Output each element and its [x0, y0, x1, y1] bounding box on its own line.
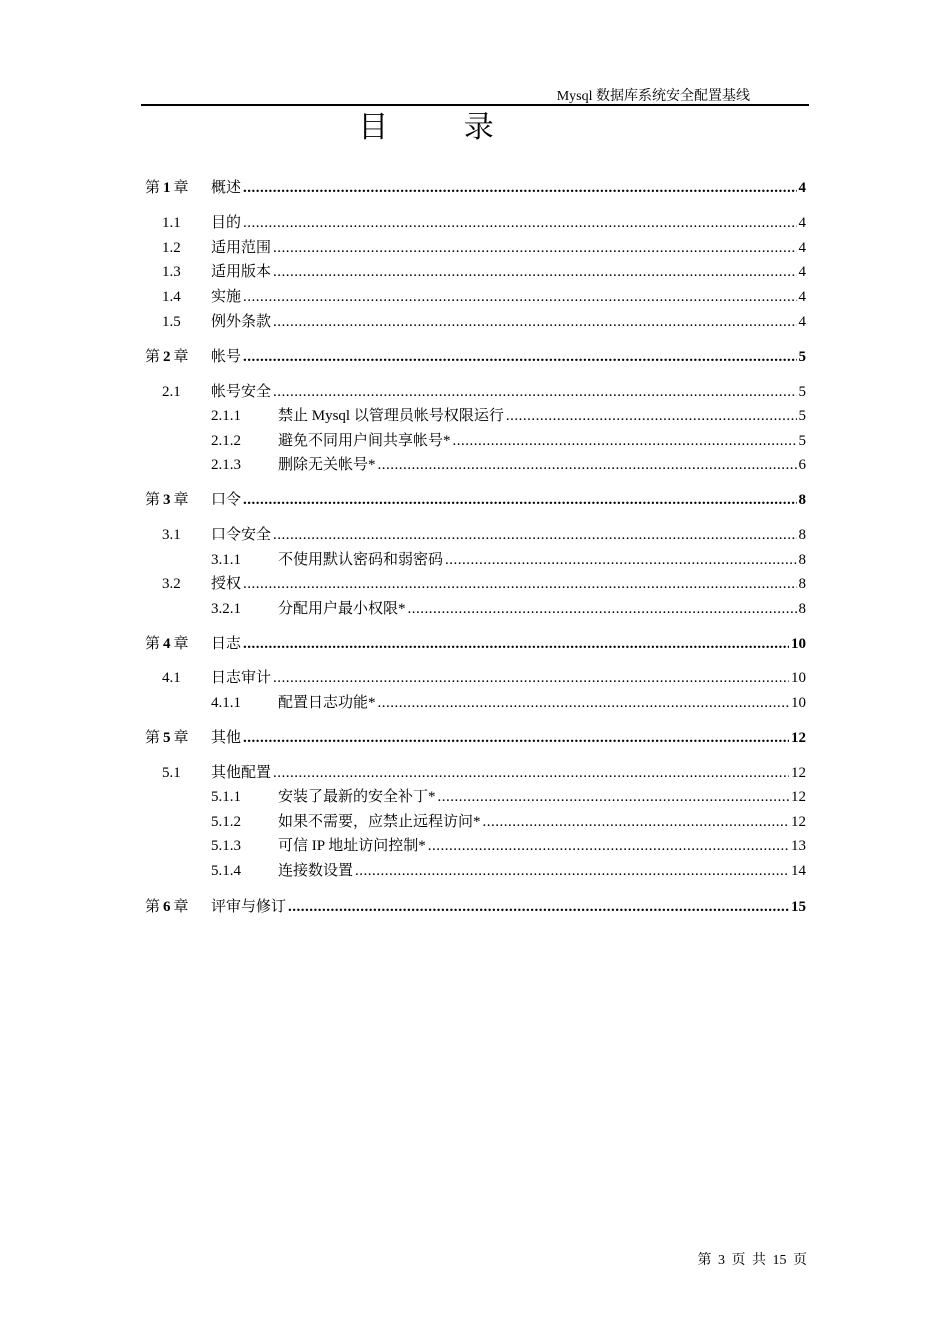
- header-title: Mysql 数据库系统安全配置基线: [556, 89, 750, 104]
- chapter-suffix: 章: [173, 899, 189, 915]
- toc-entry-number: 1.4: [162, 289, 181, 305]
- toc-entry-number: 3.2: [162, 576, 181, 592]
- toc-dot-leader: [243, 176, 796, 200]
- toc-dot-leader: [453, 429, 797, 453]
- toc-entry-number: 2.1.2: [211, 433, 241, 449]
- chapter-suffix: 章: [173, 730, 189, 746]
- toc-entry[interactable]: [141, 453, 809, 477]
- toc-entry-line: [278, 429, 806, 453]
- toc-dot-leader: [483, 810, 789, 834]
- toc-entry-page: 4: [798, 180, 806, 196]
- toc-entry-line: [211, 632, 806, 656]
- toc-dot-leader: [273, 761, 789, 785]
- toc-entry[interactable]: [141, 597, 809, 621]
- toc-entry-page: 5: [798, 384, 806, 400]
- toc-entry[interactable]: [141, 810, 809, 834]
- toc-entry[interactable]: [141, 572, 809, 596]
- toc-entry-number: 5.1.4: [211, 863, 241, 879]
- toc-entry-number: 5.1.3: [211, 838, 241, 854]
- toc-entry-page: 10: [791, 670, 806, 686]
- toc-dot-leader: [445, 548, 796, 572]
- toc-entry-page: 13: [791, 838, 806, 854]
- toc-entry-title: 配置日志功能*: [278, 695, 376, 711]
- toc-title: 目 录: [358, 111, 528, 144]
- toc-dot-leader: [243, 726, 789, 750]
- toc-entry-title: 目的: [211, 215, 242, 231]
- chapter-prefix: 第: [145, 180, 161, 196]
- toc-entry-number: [145, 895, 189, 919]
- toc-entry[interactable]: [141, 523, 809, 547]
- toc-entry-number: 5.1.1: [211, 789, 241, 805]
- chapter-number: 1: [163, 180, 171, 196]
- toc-entry-page: 8: [798, 601, 806, 617]
- toc-entry-line: [278, 810, 806, 834]
- toc-chapter-entry[interactable]: [141, 632, 809, 656]
- toc-entry-title: 可信 IP 地址访问控制*: [278, 838, 426, 854]
- toc-entry-line: [278, 859, 806, 883]
- toc-entry-line: [278, 834, 806, 858]
- toc-entry-page: 8: [798, 552, 806, 568]
- page-footer: 第 3 页 共 15 页: [697, 1253, 807, 1268]
- toc-entry-title: 适用版本: [211, 264, 272, 280]
- toc-entry-line: [211, 895, 806, 919]
- chapter-suffix: 章: [173, 349, 189, 365]
- toc-entry-page: 5: [798, 433, 806, 449]
- toc-entry-line: [211, 380, 806, 404]
- toc-entry[interactable]: [141, 310, 809, 334]
- toc-entry-line: [211, 310, 806, 334]
- toc-entry-title: 实施: [211, 289, 242, 305]
- toc-entry-page: 12: [791, 730, 806, 746]
- toc-entry-number: 5.1.2: [211, 814, 241, 830]
- toc-dot-leader: [378, 691, 789, 715]
- toc-entry-page: 4: [798, 264, 806, 280]
- chapter-prefix: 第: [145, 899, 161, 915]
- toc-entry-line: [211, 345, 806, 369]
- toc-entry-page: 8: [798, 576, 806, 592]
- toc-entry[interactable]: [141, 834, 809, 858]
- chapter-number: 6: [163, 899, 171, 915]
- toc-entry-line: [211, 666, 806, 690]
- toc-entry-line: [211, 260, 806, 284]
- toc-dot-leader: [243, 488, 796, 512]
- chapter-number: 5: [163, 730, 171, 746]
- toc-entry-title: 禁止 Mysql 以管理员帐号权限运行: [278, 408, 504, 424]
- toc-dot-leader: [428, 834, 789, 858]
- toc-dot-leader: [273, 666, 789, 690]
- toc-entry-line: [278, 691, 806, 715]
- toc-entry[interactable]: [141, 548, 809, 572]
- toc-dot-leader: [378, 453, 797, 477]
- toc-dot-leader: [273, 380, 796, 404]
- toc-entry-number: [145, 345, 189, 369]
- chapter-suffix: 章: [173, 180, 189, 196]
- toc-entry-page: 6: [798, 457, 806, 473]
- toc-entry-page: 12: [791, 789, 806, 805]
- toc-entry-number: 1.1: [162, 215, 181, 231]
- toc-entry[interactable]: [141, 380, 809, 404]
- toc-entry[interactable]: [141, 691, 809, 715]
- toc-dot-leader: [243, 345, 796, 369]
- toc-chapter-entry[interactable]: [141, 345, 809, 369]
- toc-entry-title: 连接数设置: [278, 863, 354, 879]
- toc-dot-leader: [408, 597, 797, 621]
- toc-dot-leader: [273, 523, 796, 547]
- toc-dot-leader: [438, 785, 789, 809]
- toc-entry-page: 15: [791, 899, 806, 915]
- toc-entry-number: 4.1: [162, 670, 181, 686]
- toc-entry-page: 10: [791, 695, 806, 711]
- toc-entry-title: 概述: [211, 180, 242, 196]
- toc-entry-title: 授权: [211, 576, 242, 592]
- toc-entry-number: 4.1.1: [211, 695, 241, 711]
- toc-entry-title: 口令安全: [211, 527, 272, 543]
- toc-entry-line: [211, 488, 806, 512]
- toc-entry[interactable]: [141, 666, 809, 690]
- toc-entry[interactable]: [141, 285, 809, 309]
- toc-dot-leader: [273, 310, 796, 334]
- toc-entry-page: 5: [798, 349, 806, 365]
- toc-entry-page: 12: [791, 765, 806, 781]
- toc-entry-page: 8: [798, 492, 806, 508]
- toc-entry-title: 帐号安全: [211, 384, 272, 400]
- toc-entry-page: 4: [798, 314, 806, 330]
- toc-entry-title: 不使用默认密码和弱密码: [278, 552, 444, 568]
- chapter-number: 4: [163, 636, 171, 652]
- toc-entry-title: 帐号: [211, 349, 242, 365]
- toc-entry-number: [145, 488, 189, 512]
- toc-dot-leader: [288, 895, 789, 919]
- toc-entry-title: 适用范围: [211, 240, 272, 256]
- toc-dot-leader: [355, 859, 789, 883]
- chapter-prefix: 第: [145, 349, 161, 365]
- toc-entry-number: 1.3: [162, 264, 181, 280]
- toc-entry-title: 避免不同用户间共享帐号*: [278, 433, 451, 449]
- toc-dot-leader: [243, 572, 796, 596]
- toc-entry-page: 4: [798, 215, 806, 231]
- toc-entry-line: [211, 236, 806, 260]
- toc-entry-title: 评审与修订: [211, 899, 287, 915]
- toc-entry[interactable]: [141, 859, 809, 883]
- toc-dot-leader: [506, 404, 797, 428]
- toc-entry-title: 日志审计: [211, 670, 272, 686]
- toc-entry-title: 如果不需要，应禁止远程访问*: [278, 814, 481, 830]
- toc-chapter-entry[interactable]: [141, 895, 809, 919]
- toc-chapter-entry[interactable]: [141, 726, 809, 750]
- chapter-prefix: 第: [145, 636, 161, 652]
- toc-entry-page: 10: [791, 636, 806, 652]
- toc-entry-number: 1.5: [162, 314, 181, 330]
- toc-entry-title: 删除无关帐号*: [278, 457, 376, 473]
- toc-entry-line: [278, 548, 806, 572]
- toc-entry-page: 4: [798, 289, 806, 305]
- toc-entry[interactable]: [141, 429, 809, 453]
- chapter-prefix: 第: [145, 492, 161, 508]
- toc-entry-line: [211, 761, 806, 785]
- toc-entry-title: 分配用户最小权限*: [278, 601, 406, 617]
- toc-entry-title: 日志: [211, 636, 242, 652]
- toc-dot-leader: [243, 285, 796, 309]
- toc-entry-line: [211, 176, 806, 200]
- toc-entry-number: 3.2.1: [211, 601, 241, 617]
- toc-entry[interactable]: [141, 785, 809, 809]
- toc-dot-leader: [273, 260, 796, 284]
- toc-entry-title: 例外条款: [211, 314, 272, 330]
- toc-entry-page: 4: [798, 240, 806, 256]
- toc-dot-leader: [273, 236, 796, 260]
- toc-entry[interactable]: [141, 211, 809, 235]
- toc-entry-number: [145, 176, 189, 200]
- toc-entry-line: [278, 785, 806, 809]
- toc-entry-line: [211, 285, 806, 309]
- toc-dot-leader: [243, 632, 789, 656]
- toc-entry[interactable]: [141, 236, 809, 260]
- chapter-number: 2: [163, 349, 171, 365]
- toc-entry-title: 其他配置: [211, 765, 272, 781]
- toc-entry-line: [211, 572, 806, 596]
- toc-entry-number: 1.2: [162, 240, 181, 256]
- toc-entry-line: [278, 453, 806, 477]
- toc-entry-line: [211, 523, 806, 547]
- toc-entry-number: 2.1: [162, 384, 181, 400]
- toc-entry-number: 5.1: [162, 765, 181, 781]
- chapter-suffix: 章: [173, 492, 189, 508]
- toc-entry-line: [211, 211, 806, 235]
- toc-entry-title: 口令: [211, 492, 242, 508]
- toc-entry-number: 2.1.1: [211, 408, 241, 424]
- toc-entry-page: 12: [791, 814, 806, 830]
- chapter-prefix: 第: [145, 730, 161, 746]
- toc-entry-page: 5: [798, 408, 806, 424]
- toc-entry[interactable]: [141, 404, 809, 428]
- toc-dot-leader: [243, 211, 796, 235]
- chapter-suffix: 章: [173, 636, 189, 652]
- toc-entry-line: [278, 597, 806, 621]
- toc-entry-page: 8: [798, 527, 806, 543]
- toc-entry-number: 3.1.1: [211, 552, 241, 568]
- toc-entry-page: 14: [791, 863, 806, 879]
- toc-entry-line: [278, 404, 806, 428]
- chapter-number: 3: [163, 492, 171, 508]
- toc-entry-line: [211, 726, 806, 750]
- toc-entry-number: [145, 726, 189, 750]
- header-rule: [141, 104, 809, 106]
- toc-entry[interactable]: [141, 761, 809, 785]
- toc-entry-title: 其他: [211, 730, 242, 746]
- toc-entry-number: 3.1: [162, 527, 181, 543]
- toc-entry-number: 2.1.3: [211, 457, 241, 473]
- toc-entry-number: [145, 632, 189, 656]
- toc-entry-title: 安装了最新的安全补丁*: [278, 789, 436, 805]
- toc-entry[interactable]: [141, 260, 809, 284]
- toc-chapter-entry[interactable]: [141, 176, 809, 200]
- toc-chapter-entry[interactable]: [141, 488, 809, 512]
